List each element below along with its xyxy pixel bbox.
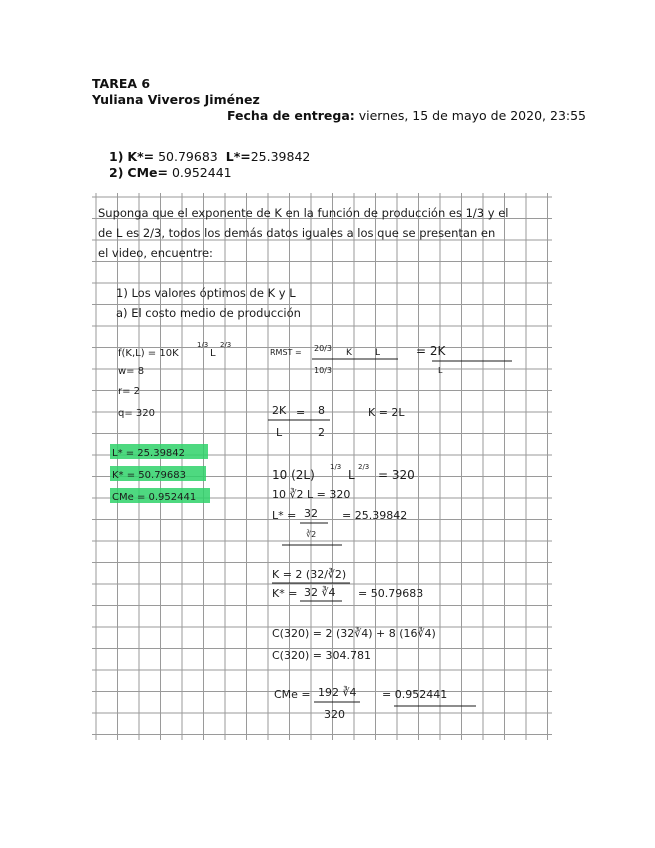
step-1-result: = 320: [378, 468, 415, 482]
answer-1-k-value: 50.79683: [158, 149, 218, 164]
rmst-l: L: [375, 348, 381, 358]
func-exp-k: 1/3: [197, 341, 209, 349]
step-8-result: = 0.952441: [382, 688, 448, 701]
ratio-den-l: L: [276, 426, 283, 439]
item-1: 1) Los valores óptimos de K y L: [116, 286, 296, 300]
step-1-exp-l: 2/3: [358, 463, 370, 471]
step-8-num: 192 ∛4: [318, 686, 357, 699]
step-3-label: L* =: [272, 509, 297, 522]
due-value: viernes, 15 de mayo de 2020, 23:55: [358, 108, 587, 123]
ratio-den-2: 2: [318, 426, 325, 439]
student-name: Yuliana Viveros Jiménez: [92, 92, 260, 107]
ratio-eq: =: [296, 406, 306, 419]
func-l: L: [210, 348, 216, 359]
ratio-num: 2K: [272, 404, 287, 417]
step-7: C(320) = 304.781: [272, 649, 371, 662]
step-4: K = 2 (32/∛2): [272, 568, 347, 581]
cme-note: CMe = 0.952441: [112, 492, 197, 503]
statement-line-1: Suponga que el exponente de K en la función de producción es 1/3 y el: [98, 206, 509, 220]
step-5-num: 32 ∛4: [304, 586, 336, 599]
step-2: 10 ∛2 L = 320: [272, 488, 351, 501]
step-3-num: 32: [304, 507, 318, 520]
answer-1-number: 1): [109, 149, 124, 164]
answer-1: [109, 149, 310, 165]
item-2: a) El costo medio de producción: [116, 306, 301, 320]
step-6: C(320) = 2 (32∛4) + 8 (16∛4): [272, 627, 436, 640]
rmst-den: 10/3: [314, 366, 332, 375]
answer-2-label: CMe=: [127, 165, 168, 180]
l-star-note: L* = 25.39842: [112, 448, 186, 459]
statement-line-3: el video, encuentre:: [98, 246, 213, 260]
k-equals-2l: K = 2L: [368, 406, 405, 419]
ratio-8: 8: [318, 404, 325, 417]
step-8-label: CMe =: [274, 688, 311, 701]
rmst-num: 20/3: [314, 344, 332, 353]
k-star-note: K* = 50.79683: [112, 470, 187, 481]
step-5-result: = 50.79683: [358, 587, 424, 600]
answer-1-l-value: 25.39842: [250, 149, 311, 164]
rmst-k: K: [346, 348, 352, 358]
answer-1-k-label: K*=: [127, 149, 155, 164]
step-3-result: = 25.39842: [342, 509, 408, 522]
step-8-den: 320: [324, 708, 345, 721]
notebook-scan: [92, 193, 552, 740]
step-1-exp: 1/3: [330, 463, 342, 471]
func-text: f(K,L) = 10K: [118, 348, 179, 359]
r-value: r= 2: [118, 386, 141, 397]
func-exp-l: 2/3: [220, 341, 232, 349]
due-date: [227, 108, 586, 124]
answer-1-l-label: L*=: [225, 149, 251, 164]
rmst-label: RMST =: [270, 348, 302, 357]
due-label: Fecha de entrega:: [227, 108, 355, 123]
notebook-svg: [92, 193, 552, 740]
w-value: w= 8: [118, 366, 145, 377]
step-5-label: K* =: [272, 587, 298, 600]
step-1-l: L: [348, 468, 355, 482]
task-title: TAREA 6: [92, 76, 151, 91]
rmst-eq-num: = 2K: [416, 344, 446, 358]
answer-2-number: 2): [109, 165, 124, 180]
rmst-eq-den: L: [438, 366, 443, 375]
step-1: 10 (2L): [272, 468, 315, 482]
step-3-den: ∛2: [306, 530, 317, 539]
answer-2-value: 0.952441: [171, 165, 232, 180]
statement-line-2: de L es 2/3, todos los demás datos iguales a los que se presentan en: [98, 226, 496, 240]
answer-2: [109, 165, 232, 181]
q-value: q= 320: [118, 408, 155, 419]
